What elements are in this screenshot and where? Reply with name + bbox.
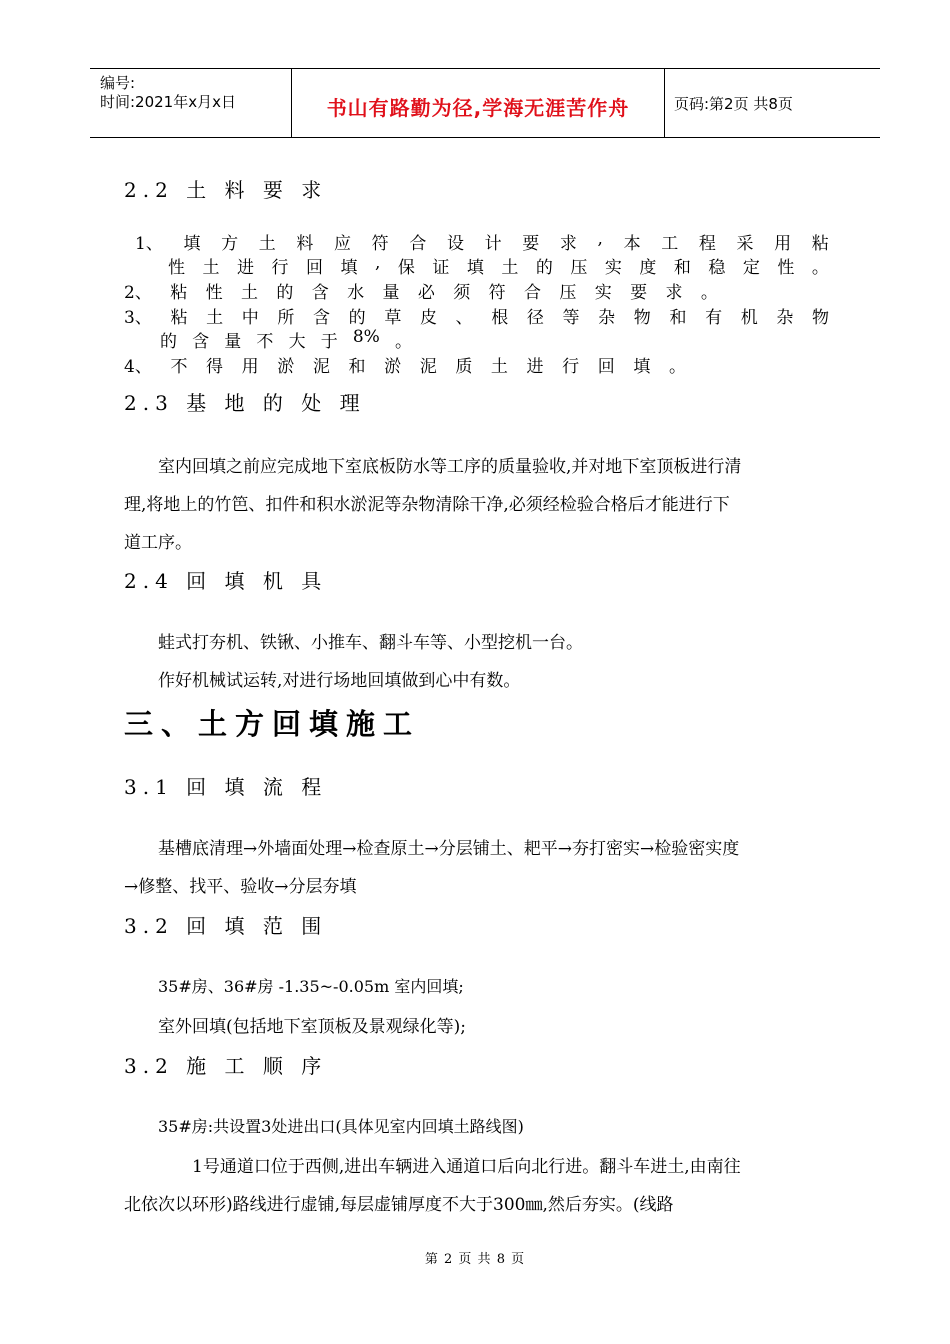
s32a-paragraph-line1: 35#房、36#房 -1.35~-0.05m 室内回填; xyxy=(158,977,464,996)
text-glyph: 土 xyxy=(206,308,224,328)
text-glyph: 径 xyxy=(526,308,544,328)
text-glyph: 中 xyxy=(241,308,259,328)
document-id-label: 编号: xyxy=(100,74,136,92)
text-glyph: 行 xyxy=(562,357,580,377)
text-glyph: 。 xyxy=(811,258,829,278)
text-glyph: 3、 xyxy=(124,308,152,328)
text-glyph: 压 xyxy=(559,283,577,303)
s31-paragraph-line2: →修整、找平、验收→分层夯填 xyxy=(124,877,357,897)
page-header xyxy=(90,68,880,138)
text-glyph: 机 xyxy=(740,308,758,328)
text-glyph: 。 xyxy=(700,283,718,303)
s23-paragraph-line3: 道工序。 xyxy=(124,533,192,553)
text-glyph: 和 xyxy=(669,308,687,328)
section-2-3-title: 2.3 基 地 的 处 理 xyxy=(124,391,366,415)
text-glyph: 性 xyxy=(777,258,795,278)
text-glyph: 和 xyxy=(348,357,366,377)
s24-paragraph-line2: 作好机械试运转,对进行场地回填做到心中有数。 xyxy=(158,671,521,691)
text-glyph: 量 xyxy=(224,332,242,352)
s32a-paragraph-line2: 室外回填(包括地下室顶板及景观绿化等); xyxy=(158,1017,466,1037)
text-glyph: 填 xyxy=(340,258,358,278)
text-glyph: 1、 xyxy=(135,234,163,254)
text-glyph: 合 xyxy=(523,283,541,303)
text-glyph: 要 xyxy=(630,283,648,303)
text-glyph: 粘 xyxy=(811,234,829,254)
section-3-2-order-title: 3.2 施 工 顺 序 xyxy=(124,1054,328,1078)
section-3-1-title: 3.1 回 填 流 程 xyxy=(124,775,328,799)
text-glyph: 得 xyxy=(206,357,224,377)
text-glyph: 填 xyxy=(633,357,651,377)
text-glyph: 用 xyxy=(241,357,259,377)
header-motto-cell xyxy=(291,69,665,137)
header-meta-cell xyxy=(90,69,290,137)
text-glyph: 压 xyxy=(570,258,588,278)
text-glyph: 杂 xyxy=(598,308,616,328)
text-glyph: 进 xyxy=(237,258,254,278)
s22-item1-line2 xyxy=(168,253,829,278)
text-glyph: 泥 xyxy=(419,357,437,377)
text-glyph: 符 xyxy=(488,283,506,303)
text-glyph: 、 xyxy=(455,308,473,328)
text-glyph: 必 xyxy=(417,283,435,303)
text-glyph: 4、 xyxy=(124,357,152,377)
text-glyph: 用 xyxy=(774,234,792,254)
text-glyph: 所 xyxy=(277,308,295,328)
text-glyph: 。 xyxy=(394,332,412,352)
text-glyph: 保 xyxy=(397,258,415,278)
text-glyph: 根 xyxy=(491,308,509,328)
section-3-2-range-title: 3.2 回 填 范 围 xyxy=(124,914,328,938)
page-footer: 第 2 页 共 8 页 xyxy=(424,1252,526,1267)
text-glyph: 回 xyxy=(597,357,615,377)
text-glyph: 淤 xyxy=(277,357,295,377)
s22-item4 xyxy=(124,352,686,377)
text-glyph: 粘 xyxy=(170,283,188,303)
s23-paragraph-line2: 理,将地上的竹笆、扣件和积水淤泥等杂物清除干净,必须经检验合格后才能进行下 xyxy=(124,495,730,515)
text-glyph: 应 xyxy=(334,234,352,254)
text-glyph: 求 xyxy=(559,234,577,254)
text-glyph: 回 xyxy=(306,258,323,278)
text-glyph: 工 xyxy=(661,234,679,254)
s22-item1-line1 xyxy=(135,229,829,254)
text-glyph: 计 xyxy=(484,234,502,254)
text-glyph: 水 xyxy=(347,283,365,303)
text-glyph: 土 xyxy=(490,357,508,377)
text-glyph: 度 xyxy=(639,258,657,278)
s32b-paragraph-line1: 35#房:共设置3处进出口(具体见室内回填土路线图) xyxy=(158,1117,524,1136)
text-glyph: 有 xyxy=(705,308,723,328)
s22-item2 xyxy=(124,278,718,303)
text-glyph: 的 xyxy=(276,283,294,303)
s23-paragraph-line1: 室内回填之前应完成地下室底板防水等工序的质量验收,并对地下室顶板进行清 xyxy=(158,457,742,477)
text-glyph: 证 xyxy=(432,258,450,278)
text-glyph: 草 xyxy=(384,308,402,328)
text-glyph: 皮 xyxy=(419,308,437,328)
text-glyph: 粘 xyxy=(170,308,188,328)
text-glyph: 实 xyxy=(604,258,622,278)
text-glyph: , xyxy=(597,229,603,249)
text-glyph: 土 xyxy=(202,258,220,278)
text-glyph: 方 xyxy=(221,234,239,254)
header-page-cell xyxy=(664,69,880,137)
text-glyph: 程 xyxy=(698,234,716,254)
s22-item3-line2 xyxy=(160,327,412,352)
text-glyph: 土 xyxy=(501,258,519,278)
text-glyph: 采 xyxy=(736,234,754,254)
text-glyph: 质 xyxy=(455,357,473,377)
text-glyph: 的 xyxy=(348,308,366,328)
text-glyph: 料 xyxy=(296,234,314,254)
text-glyph: 物 xyxy=(633,308,651,328)
text-glyph: 稳 xyxy=(708,258,726,278)
text-glyph: 含 xyxy=(192,332,210,352)
s24-paragraph-line1: 蛙式打夯机、铁锹、小推车、翻斗车等、小型挖机一台。 xyxy=(158,633,583,653)
text-glyph: 。 xyxy=(668,357,686,377)
text-glyph: 泥 xyxy=(312,357,330,377)
section-2-2-title: 2.2 土 料 要 求 xyxy=(124,178,328,202)
text-glyph: 含 xyxy=(311,283,329,303)
text-glyph: 土 xyxy=(240,283,258,303)
text-glyph: 含 xyxy=(313,308,331,328)
text-glyph: 须 xyxy=(453,283,471,303)
text-glyph: 实 xyxy=(594,283,612,303)
chapter-3-title: 三、土方回填施工 xyxy=(124,707,421,741)
text-glyph: 的 xyxy=(535,258,553,278)
text-glyph: 填 xyxy=(466,258,484,278)
section-2-4-title: 2.4 回 填 机 具 xyxy=(124,569,328,593)
text-glyph: 性 xyxy=(168,258,185,278)
text-glyph: 的 xyxy=(160,332,177,352)
text-glyph: 土 xyxy=(258,234,276,254)
text-glyph: 合 xyxy=(409,234,427,254)
text-glyph: 2、 xyxy=(124,283,152,303)
text-glyph: 填 xyxy=(183,234,201,254)
text-glyph: 不 xyxy=(170,357,188,377)
text-glyph: 大 xyxy=(288,332,306,352)
text-glyph: 求 xyxy=(665,283,683,303)
text-glyph: 量 xyxy=(382,283,400,303)
header-page-number: 页码:第2页 共8页 xyxy=(674,95,793,113)
text-glyph: 不 xyxy=(256,332,274,352)
text-glyph: 定 xyxy=(742,258,760,278)
text-glyph: 于 xyxy=(320,332,338,352)
text-glyph: 符 xyxy=(371,234,389,254)
s31-paragraph-line1: 基槽底清理→外墙面处理→检查原土→分层铺土、耙平→夯打密实→检验密实度 xyxy=(158,839,740,859)
text-glyph: 要 xyxy=(522,234,540,254)
text-glyph: 进 xyxy=(526,357,544,377)
header-motto: 书山有路勤为径,学海无涯苦作舟 xyxy=(326,96,630,120)
text-glyph: 设 xyxy=(446,234,464,254)
s32b-paragraph-line3: 北依次以环形)路线进行虚铺,每层虚铺厚度不大于300㎜,然后夯实。(线路 xyxy=(124,1195,674,1215)
text-glyph: 本 xyxy=(623,234,641,254)
text-glyph: 行 xyxy=(271,258,289,278)
text-glyph: 淤 xyxy=(384,357,402,377)
text-glyph: , xyxy=(375,253,381,273)
s22-item3-line1 xyxy=(124,303,829,328)
text-glyph: 性 xyxy=(205,283,223,303)
text-glyph: 和 xyxy=(673,258,691,278)
text-glyph: 等 xyxy=(562,308,580,328)
text-glyph: 物 xyxy=(812,308,829,328)
text-glyph: 8% xyxy=(352,327,380,347)
text-glyph: 杂 xyxy=(776,308,794,328)
document-time-label: 时间:2021年x月x日 xyxy=(100,93,236,111)
s32b-paragraph-line2: 1号通道口位于西侧,进出车辆进入通道口后向北行进。翻斗车进土,由南往 xyxy=(192,1157,741,1177)
